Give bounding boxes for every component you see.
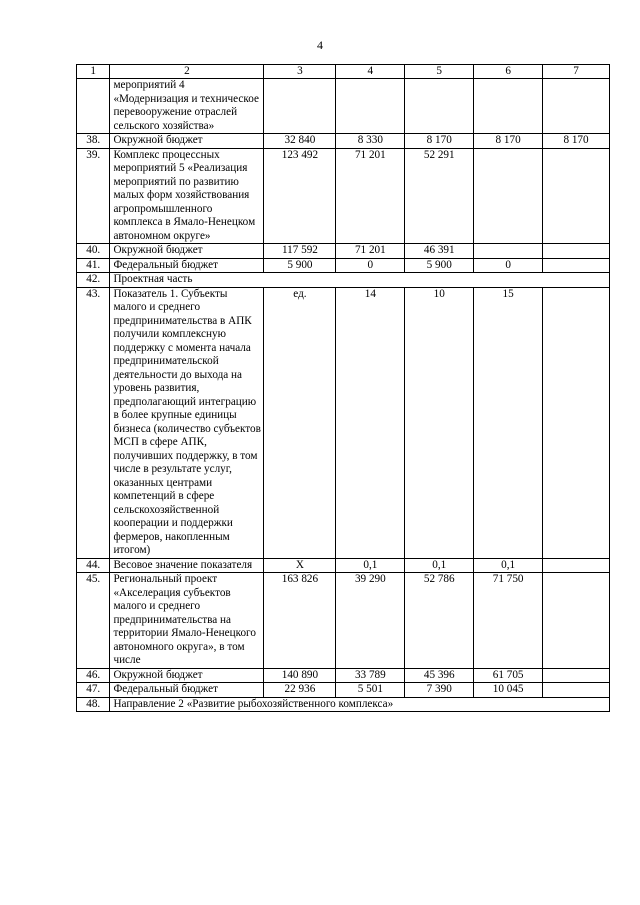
- row-number: 38.: [77, 134, 110, 149]
- value-cell: [405, 79, 474, 134]
- row-number: 41.: [77, 258, 110, 273]
- value-cell: [336, 79, 405, 134]
- row-description: Региональный проект «Акселерация субъектов малого и среднего предпринимательства на территории Ямало-Ненецкого автономного округа», в том числе: [110, 573, 264, 669]
- value-cell: 8 170: [474, 134, 543, 149]
- row-description: Окружной бюджет: [110, 244, 264, 259]
- table-row: [77, 244, 610, 259]
- value-cell: 33 789: [336, 668, 405, 683]
- value-cell: 61 705: [474, 668, 543, 683]
- value-cell: 10: [405, 287, 474, 558]
- row-number: [77, 79, 110, 134]
- value-cell: [474, 244, 543, 259]
- value-cell: [543, 258, 610, 273]
- row-number: 45.: [77, 573, 110, 669]
- section-title: Направление 2 «Развитие рыбохозяйственного комплекса»: [110, 697, 610, 712]
- value-cell: [543, 558, 610, 573]
- row-description: мероприятий 4 «Модернизация и техническое перевооружение отраслей сельского хозяйства»: [110, 79, 264, 134]
- table-row: [77, 79, 610, 134]
- row-number: 46.: [77, 668, 110, 683]
- table-row: [77, 273, 610, 288]
- value-cell: [543, 287, 610, 558]
- value-cell: [474, 79, 543, 134]
- page-number: 4: [317, 38, 323, 52]
- row-description: Весовое значение показателя: [110, 558, 264, 573]
- value-cell: 5 501: [336, 683, 405, 698]
- row-number: 40.: [77, 244, 110, 259]
- value-cell: 163 826: [264, 573, 336, 669]
- table-row: [77, 573, 610, 669]
- value-cell: 46 391: [405, 244, 474, 259]
- row-number: 42.: [77, 273, 110, 288]
- row-description: Федеральный бюджет: [110, 683, 264, 698]
- value-cell: 45 396: [405, 668, 474, 683]
- row-description: Окружной бюджет: [110, 668, 264, 683]
- header-cell: 7: [543, 65, 610, 79]
- value-cell: 8 170: [543, 134, 610, 149]
- row-description: Комплекс процессных мероприятий 5 «Реализация мероприятий по развитию малых форм хозяйствования агропромышленного комплекса в Ямало-Ненецком автономном округе»: [110, 148, 264, 244]
- table-row: [77, 697, 610, 712]
- value-cell: [543, 683, 610, 698]
- value-cell: 71 201: [336, 244, 405, 259]
- row-number: 47.: [77, 683, 110, 698]
- table-row: [77, 287, 610, 558]
- value-cell: [543, 244, 610, 259]
- value-cell: 5 900: [264, 258, 336, 273]
- header-cell: 5: [405, 65, 474, 79]
- value-cell: 71 750: [474, 573, 543, 669]
- header-cell: 1: [77, 65, 110, 79]
- value-cell: 0,1: [474, 558, 543, 573]
- value-cell: 8 170: [405, 134, 474, 149]
- value-cell: 10 045: [474, 683, 543, 698]
- value-cell: 14: [336, 287, 405, 558]
- value-cell: 52 291: [405, 148, 474, 244]
- value-cell: 32 840: [264, 134, 336, 149]
- value-cell: 140 890: [264, 668, 336, 683]
- table-header-row: [77, 65, 610, 79]
- table-row: [77, 258, 610, 273]
- table-row: [77, 668, 610, 683]
- row-description: Показатель 1. Субъекты малого и среднего предпринимательства в АПК получили комплексную поддержку с момента начала предпринимательской деятельности до выхода на уровень развития, предполагающий интеграцию в более крупные единицы бизнеса (количество субъектов МСП в сфере АПК, получивших поддержку, в том числе в результате услуг, оказанных центрами компетенций в сфере сельскохозяйственной кооперации и поддержки фермеров, накопленным итогом): [110, 287, 264, 558]
- header-cell: 6: [474, 65, 543, 79]
- table-row: [77, 148, 610, 244]
- header-cell: 4: [336, 65, 405, 79]
- value-cell: 0: [474, 258, 543, 273]
- value-cell: 0,1: [336, 558, 405, 573]
- value-cell: [543, 668, 610, 683]
- value-cell: X: [264, 558, 336, 573]
- value-cell: 52 786: [405, 573, 474, 669]
- value-cell: 15: [474, 287, 543, 558]
- row-number: 43.: [77, 287, 110, 558]
- value-cell: 5 900: [405, 258, 474, 273]
- value-cell: 71 201: [336, 148, 405, 244]
- header-cell: 3: [264, 65, 336, 79]
- value-cell: [543, 79, 610, 134]
- value-cell: 22 936: [264, 683, 336, 698]
- table-row: [77, 558, 610, 573]
- row-number: 39.: [77, 148, 110, 244]
- value-cell: ед.: [264, 287, 336, 558]
- table-row: [77, 683, 610, 698]
- value-cell: 7 390: [405, 683, 474, 698]
- header-cell: 2: [110, 65, 264, 79]
- value-cell: 117 592: [264, 244, 336, 259]
- value-cell: 0: [336, 258, 405, 273]
- row-number: 48.: [77, 697, 110, 712]
- value-cell: [264, 79, 336, 134]
- row-number: 44.: [77, 558, 110, 573]
- value-cell: 0,1: [405, 558, 474, 573]
- value-cell: 39 290: [336, 573, 405, 669]
- section-title: Проектная часть: [110, 273, 610, 288]
- value-cell: [543, 148, 610, 244]
- value-cell: [543, 573, 610, 669]
- value-cell: 8 330: [336, 134, 405, 149]
- row-description: Окружной бюджет: [110, 134, 264, 149]
- value-cell: 123 492: [264, 148, 336, 244]
- table-row: [77, 134, 610, 149]
- budget-table: [76, 64, 610, 712]
- value-cell: [474, 148, 543, 244]
- row-description: Федеральный бюджет: [110, 258, 264, 273]
